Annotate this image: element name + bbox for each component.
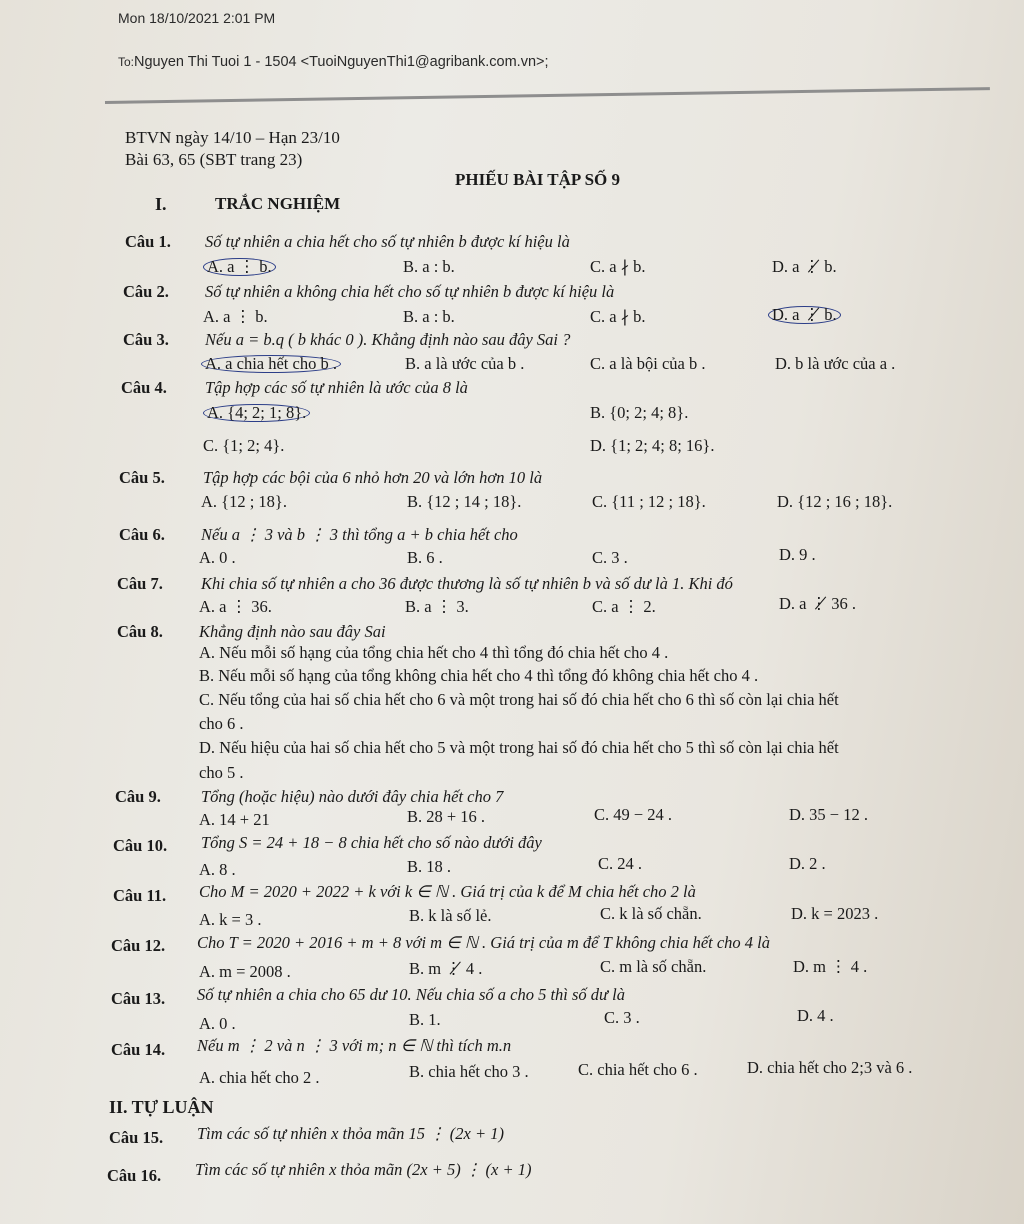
question-9-label: Câu 9. <box>115 787 161 806</box>
q4-option-a <box>203 403 310 423</box>
answer-circle-icon: A. a ⋮ b. <box>203 258 276 276</box>
q14-option-c: C. chia hết cho 6 . <box>578 1060 698 1079</box>
q8-option-a: A. Nếu mỗi số hạng của tổng chia hết cho 4 thì tổng đó chia hết cho 4 . <box>199 643 669 662</box>
q14-option-b: B. chia hết cho 3 . <box>409 1062 529 1081</box>
q10-option-c: C. 24 . <box>598 854 643 873</box>
q3-option-a <box>201 354 341 374</box>
q9-option-b: B. 28 + 16 . <box>407 807 486 826</box>
q3-option-c: C. a là bội của b . <box>590 354 706 373</box>
question-13-text: Số tự nhiên a chia cho 65 dư 10. Nếu chia số a cho 5 thì số dư là <box>197 985 626 1004</box>
question-15-text: Tìm các số tự nhiên x thỏa mãn 15 ⋮ (2x + 1) <box>197 1124 505 1143</box>
q2-option-b: B. a : b. <box>403 307 455 326</box>
q12-option-d: D. m ⋮ 4 . <box>793 957 868 976</box>
q1-option-c: C. a ∤ b. <box>590 257 646 276</box>
q4-option-d: D. {1; 2; 4; 8; 16}. <box>590 436 715 455</box>
answer-circle-icon: D. a ⋮̸ b. <box>768 306 841 324</box>
email-recipient <box>118 54 549 70</box>
question-3-text: Nếu a = b.q ( b khác 0 ). Khẳng định nào sau đây Sai ? <box>205 330 571 349</box>
section-2-title: II. TỰ LUẬN <box>109 1097 214 1117</box>
question-10-text: Tổng S = 24 + 18 − 8 chia hết cho số nào dưới đây <box>201 833 542 852</box>
q9-option-a: A. 14 + 21 <box>199 810 270 829</box>
question-8-label: Câu 8. <box>117 622 163 641</box>
q5-option-c: C. {11 ; 12 ; 18}. <box>592 492 706 511</box>
exercise-line: Bài 63, 65 (SBT trang 23) <box>125 150 303 169</box>
q6-option-a: A. 0 . <box>199 548 236 567</box>
question-2-label: Câu 2. <box>123 282 169 301</box>
question-13-label: Câu 13. <box>111 989 166 1008</box>
email-date: Mon 18/10/2021 2:01 PM <box>118 10 276 26</box>
question-12-label: Câu 12. <box>111 936 166 955</box>
question-10-label: Câu 10. <box>113 836 168 855</box>
q3-option-b: B. a là ước của b . <box>405 354 525 373</box>
q6-option-d: D. 9 . <box>779 545 816 564</box>
q8-option-c-cont: cho 6 . <box>199 714 244 733</box>
q9-option-c: C. 49 − 24 . <box>594 805 673 824</box>
to-label: To: <box>118 55 135 69</box>
question-7-label: Câu 7. <box>117 574 163 593</box>
q11-option-b: B. k là số lẻ. <box>409 906 492 925</box>
q4-option-c: C. {1; 2; 4}. <box>203 436 285 455</box>
question-7-text: Khi chia số tự nhiên a cho 36 được thương là số tự nhiên b và số dư là 1. Khi đó <box>201 574 733 593</box>
question-9-text: Tổng (hoặc hiệu) nào dưới đây chia hết cho 7 <box>201 787 504 806</box>
q5-option-d: D. {12 ; 16 ; 18}. <box>777 492 893 511</box>
q9-option-d: D. 35 − 12 . <box>789 805 868 824</box>
q14-option-d: D. chia hết cho 2;3 và 6 . <box>747 1058 913 1077</box>
q10-option-b: B. 18 . <box>407 857 452 876</box>
q11-option-c: C. k là số chẵn. <box>600 904 702 923</box>
question-15-label: Câu 15. <box>109 1128 164 1147</box>
question-4-text: Tập hợp các số tự nhiên là ước của 8 là <box>205 378 468 397</box>
q3-option-d: D. b là ước của a . <box>775 354 896 373</box>
q13-option-d: D. 4 . <box>797 1006 834 1025</box>
question-3-label: Câu 3. <box>123 330 169 349</box>
q6-option-c: C. 3 . <box>592 548 628 567</box>
q12-option-a: A. m = 2008 . <box>199 962 291 981</box>
section-1-number: I. <box>155 194 167 214</box>
question-2-text: Số tự nhiên a không chia hết cho số tự nhiên b được kí hiệu là <box>205 282 615 301</box>
q7-option-b: B. a ⋮ 3. <box>405 597 469 616</box>
question-12-text: Cho T = 2020 + 2016 + m + 8 với m ∈ ℕ . Giá trị của m để T không chia hết cho 4 là <box>197 933 771 952</box>
question-11-label: Câu 11. <box>113 886 167 905</box>
question-5-text: Tập hợp các bội của 6 nhỏ hơn 20 và lớn hơn 10 là <box>203 468 543 487</box>
question-14-text: Nếu m ⋮ 2 và n ⋮ 3 với m; n ∈ ℕ thì tích m.n <box>197 1036 512 1055</box>
q12-option-c: C. m là số chẵn. <box>600 957 707 976</box>
q13-option-c: C. 3 . <box>604 1008 640 1027</box>
q13-option-b: B. 1. <box>409 1010 441 1029</box>
q7-option-c: C. a ⋮ 2. <box>592 597 656 616</box>
q5-option-a: A. {12 ; 18}. <box>201 492 287 511</box>
q11-option-a: A. k = 3 . <box>199 910 262 929</box>
q12-option-b: B. m ⋮̸ 4 . <box>409 959 483 978</box>
header-divider <box>105 87 990 104</box>
q8-option-c: C. Nếu tổng của hai số chia hết cho 6 và một trong hai số đó chia hết cho 6 thì số còn lại chia hết <box>199 690 839 709</box>
q10-option-a: A. 8 . <box>199 860 236 879</box>
question-16-label: Câu 16. <box>107 1166 162 1185</box>
q7-option-d: D. a ⋮̸ 36 . <box>779 594 856 613</box>
q8-option-d-cont: cho 5 . <box>199 763 244 782</box>
question-8-text: Khẳng định nào sau đây Sai <box>199 622 386 641</box>
q1-option-d: D. a ⋮̸ b. <box>772 257 837 276</box>
question-11-text: Cho M = 2020 + 2022 + k với k ∈ ℕ . Giá trị của k để M chia hết cho 2 là <box>199 882 696 901</box>
q1-option-a <box>203 257 276 277</box>
q10-option-d: D. 2 . <box>789 854 826 873</box>
question-4-label: Câu 4. <box>121 378 167 397</box>
q2-option-d <box>768 305 841 325</box>
answer-circle-icon: A. a chia hết cho b . <box>201 355 341 373</box>
question-5-label: Câu 5. <box>119 468 165 487</box>
question-14-label: Câu 14. <box>111 1040 166 1059</box>
q1-option-b: B. a : b. <box>403 257 455 276</box>
q6-option-b: B. 6 . <box>407 548 443 567</box>
q5-option-b: B. {12 ; 14 ; 18}. <box>407 492 522 511</box>
q7-option-a: A. a ⋮ 36. <box>199 597 272 616</box>
q8-option-b: B. Nếu mỗi số hạng của tổng không chia hết cho 4 thì tổng đó không chia hết cho 4 . <box>199 666 759 685</box>
q2-option-a: A. a ⋮ b. <box>203 307 268 326</box>
q11-option-d: D. k = 2023 . <box>791 904 879 923</box>
q14-option-a: A. chia hết cho 2 . <box>199 1068 320 1087</box>
answer-circle-icon: A. {4; 2; 1; 8}. <box>203 404 310 422</box>
homework-line: BTVN ngày 14/10 – Hạn 23/10 <box>125 128 340 147</box>
question-1-label: Câu 1. <box>125 232 171 251</box>
question-1-text: Số tự nhiên a chia hết cho số tự nhiên b được kí hiệu là <box>205 232 570 251</box>
question-6-text: Nếu a ⋮ 3 và b ⋮ 3 thì tổng a + b chia hết cho <box>201 525 518 544</box>
q4-option-b: B. {0; 2; 4; 8}. <box>590 403 689 422</box>
worksheet-title: PHIẾU BÀI TẬP SỐ 9 <box>455 170 621 189</box>
question-6-label: Câu 6. <box>119 525 165 544</box>
question-16-text: Tìm các số tự nhiên x thỏa mãn (2x + 5) ⋮ (x + 1) <box>195 1160 532 1179</box>
q8-option-d: D. Nếu hiệu của hai số chia hết cho 5 và một trong hai số đó chia hết cho 5 thì số còn lại chia hết <box>199 738 839 757</box>
q13-option-a: A. 0 . <box>199 1014 236 1033</box>
recipient-address: Nguyen Thi Tuoi 1 - 1504 <TuoiNguyenThi1@agribank.com.vn>; <box>134 54 549 70</box>
q2-option-c: C. a ∤ b. <box>590 307 646 326</box>
section-1-title: TRẮC NGHIỆM <box>215 194 341 213</box>
